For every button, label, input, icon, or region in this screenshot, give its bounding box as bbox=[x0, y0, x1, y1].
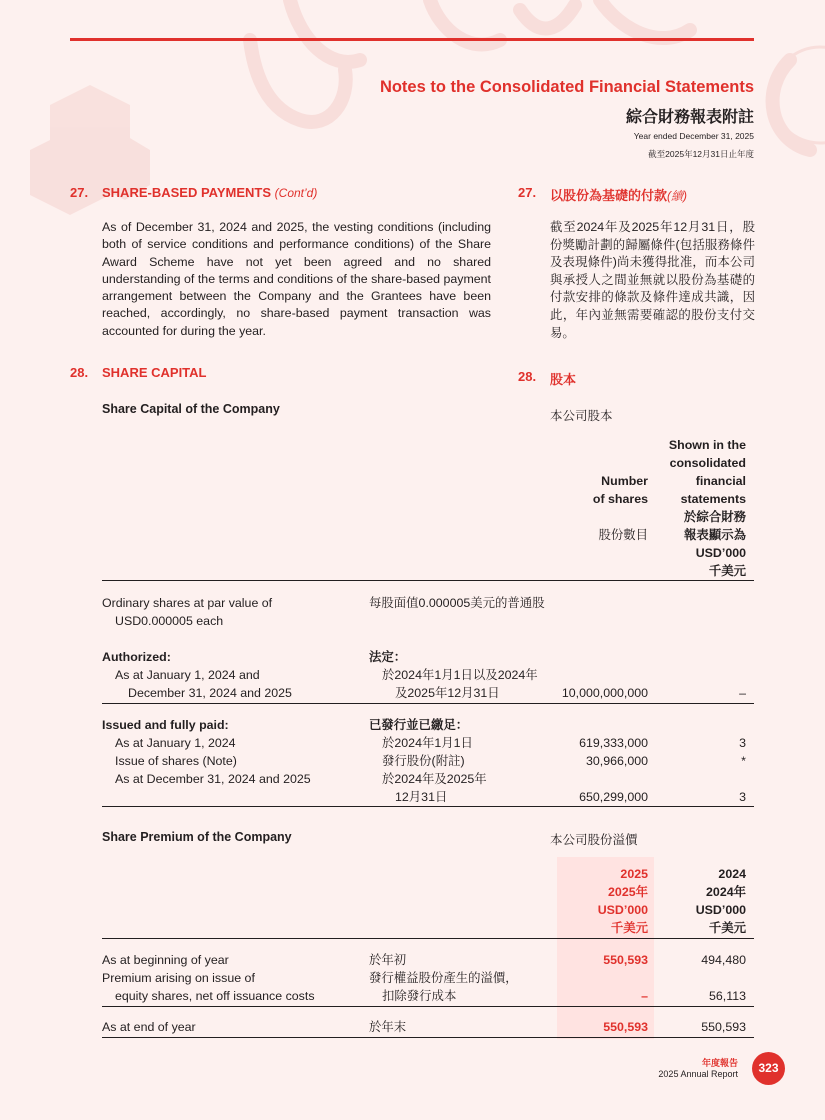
note27-number-en: 27. bbox=[70, 185, 89, 200]
issued-row-shares: 619,333,000 bbox=[579, 736, 648, 750]
issued-row-amount: 3 bbox=[739, 736, 746, 750]
col-2024-header-4: 千美元 bbox=[708, 921, 746, 935]
col-shares-header-zh: 股份數目 bbox=[598, 528, 648, 542]
page-number: 323 bbox=[752, 1052, 785, 1085]
authorized-row-en-1: As at January 1, 2024 and bbox=[115, 668, 260, 682]
table-rule bbox=[102, 703, 754, 704]
col-shares-header-1: Number bbox=[601, 474, 648, 488]
premium-row-zh: 於年末 bbox=[369, 1020, 407, 1034]
issued-row-amount: 3 bbox=[739, 790, 746, 804]
issued-row-zh-2: 12月31日 bbox=[395, 790, 448, 804]
premium-row-2025: 550,593 bbox=[603, 1020, 648, 1034]
premium-row-en: As at end of year bbox=[102, 1020, 196, 1034]
share-premium-subtitle-en: Share Premium of the Company bbox=[102, 830, 292, 844]
issued-label-zh: 已發行並已繳足： bbox=[369, 718, 469, 732]
col-2024-header-2: 2024年 bbox=[706, 885, 746, 899]
premium-row-en: As at beginning of year bbox=[102, 953, 229, 967]
col-amount-header-8: 千美元 bbox=[708, 564, 746, 578]
table-rule bbox=[102, 806, 754, 807]
issued-row-zh: 於2024年1月1日 bbox=[382, 736, 473, 750]
col-amount-header-7: USD’000 bbox=[695, 546, 746, 560]
issued-row-en: As at December 31, 2024 and 2025 bbox=[115, 772, 311, 786]
col-amount-header-4: statements bbox=[680, 492, 746, 506]
col-amount-header-2: consolidated bbox=[669, 456, 746, 470]
footer-report-zh: 年度報告 bbox=[701, 1058, 738, 1068]
col-shares-header-2: of shares bbox=[592, 492, 648, 506]
authorized-label-en: Authorized: bbox=[102, 650, 171, 664]
note27-contd-zh: (續) bbox=[667, 189, 688, 203]
ordinary-label-en-1: Ordinary shares at par value of bbox=[102, 596, 273, 610]
premium-row-2025: 550,593 bbox=[603, 953, 648, 967]
premium-row-2025: – bbox=[641, 989, 648, 1003]
col-2024-header-1: 2024 bbox=[718, 867, 746, 881]
header-year-en: Year ended December 31, 2025 bbox=[633, 131, 754, 141]
note27-paragraph-zh: 截至2024年及2025年12月31日，股份獎勵計劃的歸屬條件(包括服務條件及表現條件)尚未獲得批准，而本公司與承授人之間並無就以股份為基礎的付款安排的條款及條件達成共識，因此，年內並無需要確認的股份支付交易。 bbox=[550, 220, 755, 340]
note27-number-zh: 27. bbox=[518, 185, 537, 200]
premium-row-2024: 494,480 bbox=[701, 953, 746, 967]
issued-row-shares: 650,299,000 bbox=[579, 790, 648, 804]
table-rule bbox=[102, 580, 754, 581]
header-title-zh: 綜合財務報表附註 bbox=[625, 109, 754, 126]
issued-row-shares: 30,966,000 bbox=[585, 754, 648, 768]
note27-title-en bbox=[102, 185, 317, 200]
col-amount-header-6: 報表顯示為 bbox=[684, 528, 746, 542]
premium-row-zh: 發行權益股份產生的溢價， bbox=[369, 971, 518, 985]
authorized-row-zh-1: 於2024年1月1日以及2024年 bbox=[382, 668, 538, 682]
authorized-row-en-2: December 31, 2024 and 2025 bbox=[128, 686, 292, 700]
issued-row-en: Issue of shares (Note) bbox=[115, 754, 237, 768]
share-capital-subtitle-en: Share Capital of the Company bbox=[102, 402, 280, 416]
premium-row-zh-2: 扣除發行成本 bbox=[382, 989, 457, 1003]
col-2025-header-4: 千美元 bbox=[610, 921, 648, 935]
premium-row-zh: 於年初 bbox=[369, 953, 407, 967]
note27-title-text-zh: 以股份為基礎的付款 bbox=[550, 188, 668, 203]
issued-row-en: As at January 1, 2024 bbox=[115, 736, 236, 750]
note28-number-zh: 28. bbox=[518, 369, 537, 384]
note27-paragraph-en: As of December 31, 2024 and 2025, the vesting conditions (including both of service conditions and performance conditions) of the Share Award Scheme have not yet been agreed and no shared understanding of the terms and conditions of the share-based payment arrangement between the Company and the Grantees have been reached, accordingly, no share-based payment transaction was accounted for during the year. bbox=[102, 220, 491, 338]
issued-row-amount: * bbox=[741, 754, 746, 768]
col-2024-header-3: USD’000 bbox=[695, 903, 746, 917]
note27-contd-en: (Cont’d) bbox=[274, 186, 318, 200]
note28-number-en: 28. bbox=[70, 365, 89, 380]
authorized-label-zh: 法定： bbox=[369, 650, 407, 664]
ordinary-label-zh: 每股面值0.000005美元的普通股 bbox=[369, 596, 545, 610]
premium-row-2024: 550,593 bbox=[701, 1020, 746, 1034]
authorized-row-zh-2: 及2025年12月31日 bbox=[395, 686, 500, 700]
premium-row-en-2: equity shares, net off issuance costs bbox=[115, 989, 315, 1003]
col-2025-header-2: 2025年 bbox=[608, 885, 648, 899]
col-amount-header-3: financial bbox=[695, 474, 746, 488]
header-title-en: Notes to the Consolidated Financial Statements bbox=[379, 78, 754, 96]
premium-row-en: Premium arising on issue of bbox=[102, 971, 255, 985]
issued-row-zh: 發行股份(附註) bbox=[382, 754, 465, 768]
header-year-zh: 截至2025年12月31日止年度 bbox=[648, 149, 754, 159]
table-rule bbox=[102, 1006, 754, 1007]
table-rule bbox=[102, 1037, 754, 1038]
col-2025-header-1: 2025 bbox=[620, 867, 648, 881]
col-2025-header-3: USD’000 bbox=[597, 903, 648, 917]
share-premium-subtitle-zh: 本公司股份溢價 bbox=[550, 833, 638, 847]
footer-report-en: 2025 Annual Report bbox=[658, 1069, 738, 1079]
col-amount-header-5: 於綜合財務 bbox=[684, 510, 746, 524]
issued-row-zh: 於2024年及2025年 bbox=[382, 772, 487, 786]
issued-label-en: Issued and fully paid: bbox=[102, 718, 229, 732]
header-rule bbox=[70, 38, 754, 41]
note28-title-en: SHARE CAPITAL bbox=[102, 365, 207, 380]
ordinary-label-en-2: USD0.000005 each bbox=[115, 614, 224, 628]
note27-title-zh bbox=[550, 185, 687, 204]
table-rule bbox=[102, 938, 754, 939]
col-amount-header-1: Shown in the bbox=[668, 438, 746, 452]
note28-title-zh: 股本 bbox=[550, 372, 577, 387]
share-capital-subtitle-zh: 本公司股本 bbox=[550, 409, 613, 423]
authorized-shares: 10,000,000,000 bbox=[561, 686, 648, 700]
authorized-amount: – bbox=[739, 686, 746, 700]
premium-row-2024: 56,113 bbox=[709, 989, 746, 1003]
note27-title-text-en: SHARE-BASED PAYMENTS bbox=[102, 185, 272, 200]
